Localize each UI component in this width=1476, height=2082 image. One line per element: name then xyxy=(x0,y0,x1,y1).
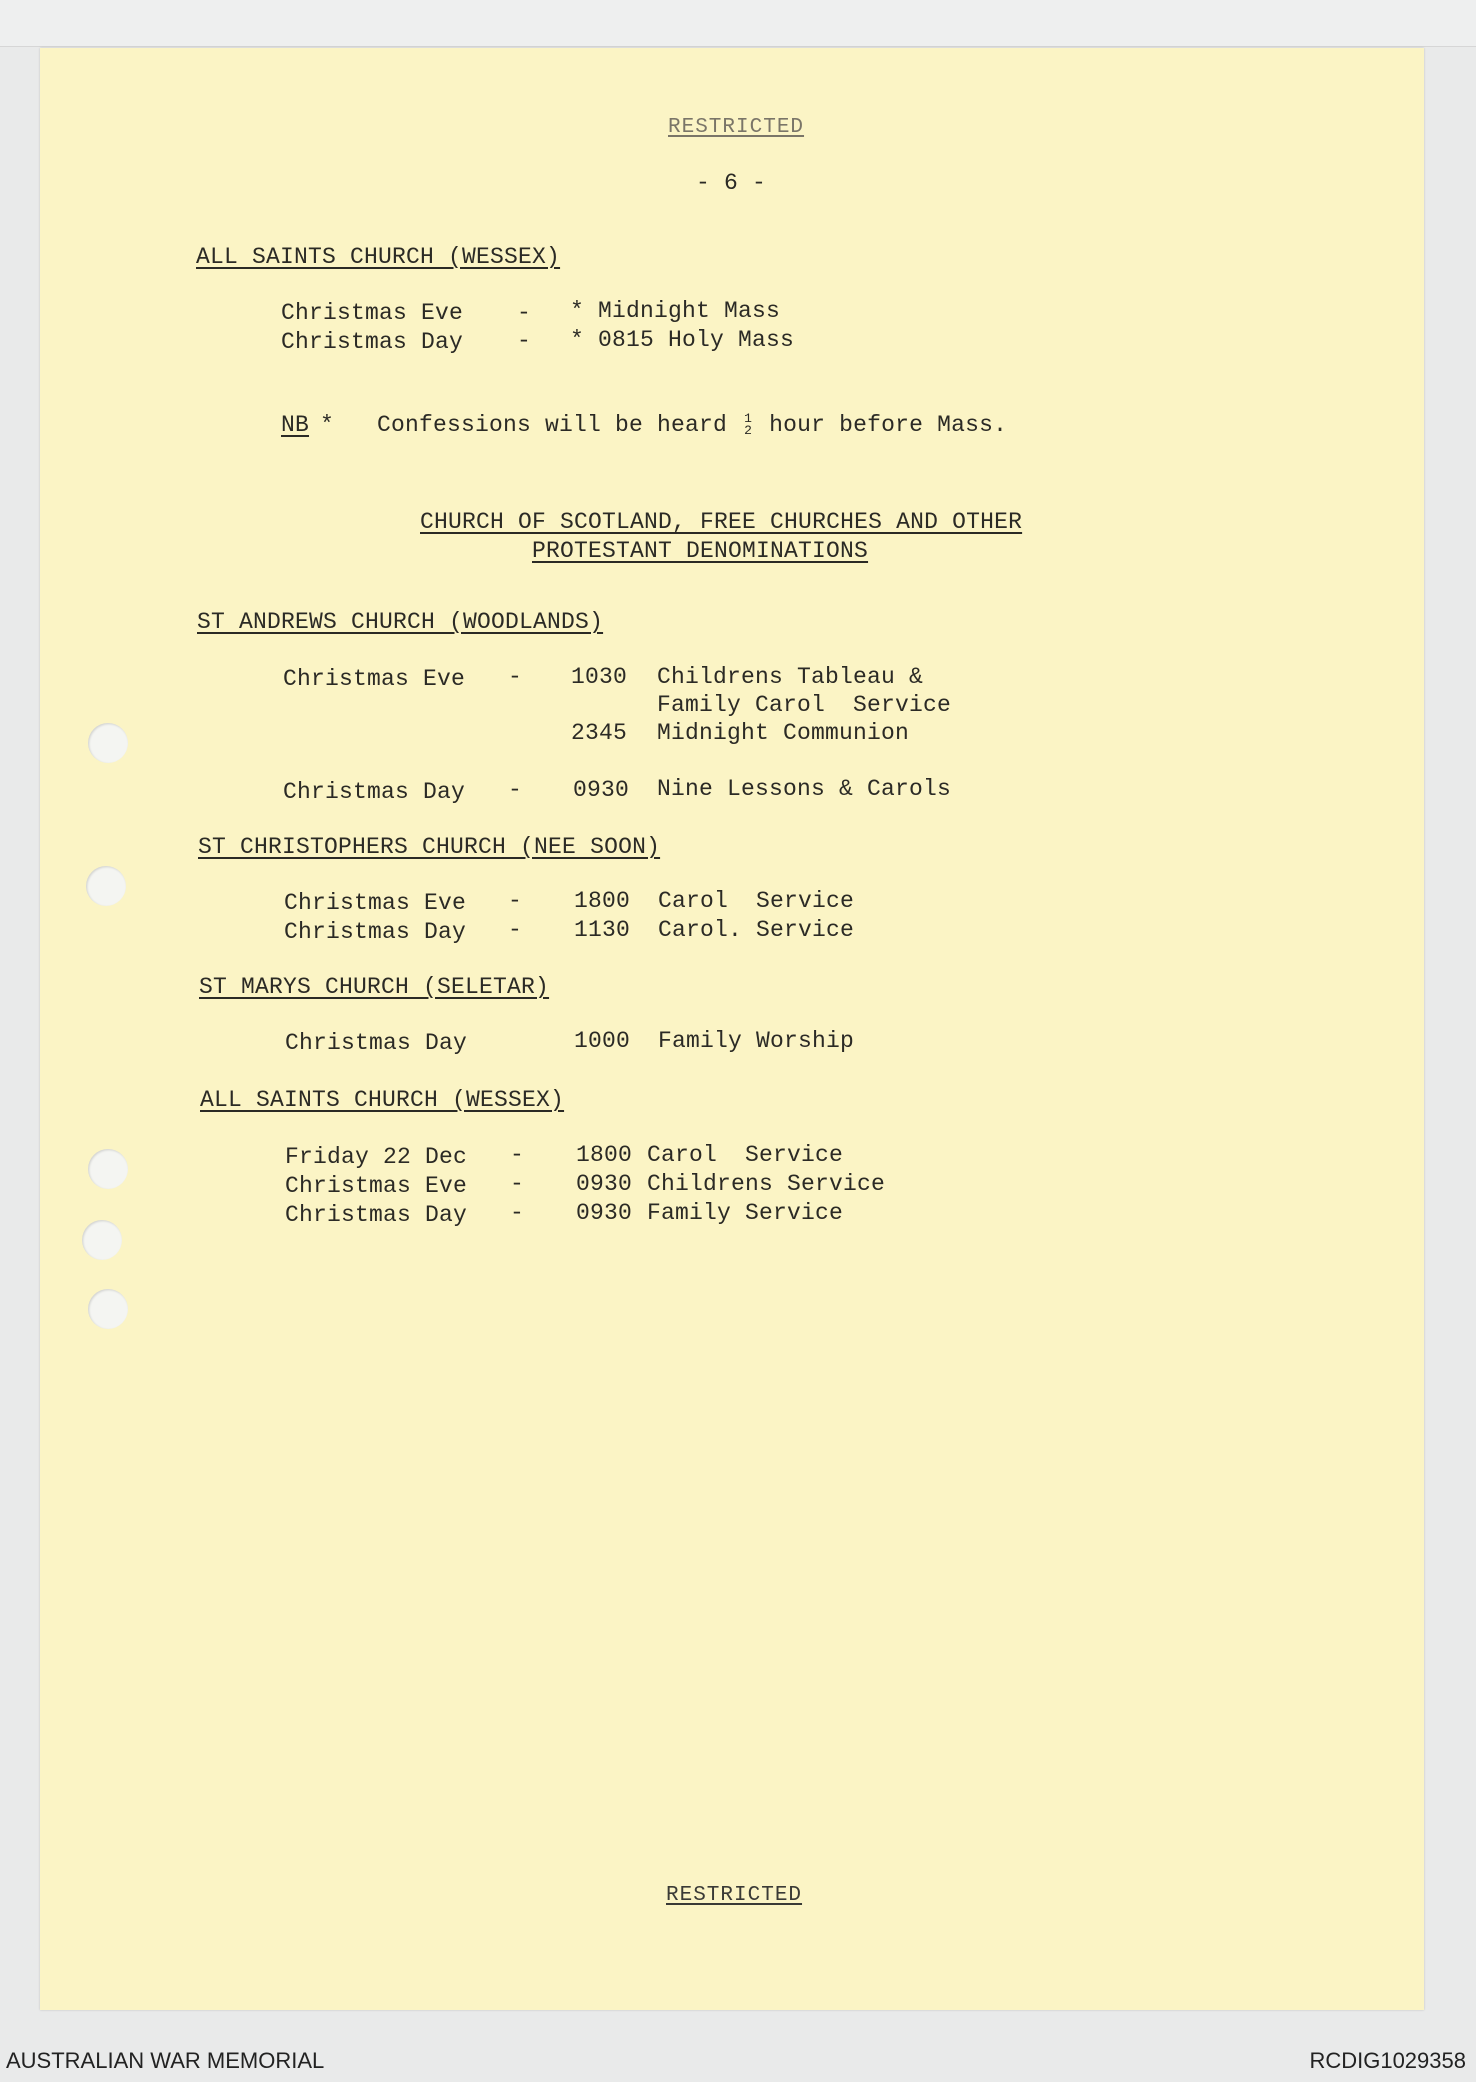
schedule-time: 1800 xyxy=(574,888,631,914)
schedule-time: 1800 xyxy=(576,1142,633,1168)
schedule-day: Christmas Day xyxy=(283,779,466,805)
schedule-day: Christmas Day xyxy=(285,1202,468,1228)
dash: - xyxy=(517,300,532,326)
schedule-day: Christmas Eve xyxy=(281,300,464,326)
schedule-day: Christmas Eve xyxy=(284,890,467,916)
note-star: * xyxy=(320,412,335,438)
archive-id: RCDIG1029358 xyxy=(1309,2048,1466,2073)
schedule-day: Christmas Day xyxy=(285,1030,468,1056)
schedule-day: Christmas Eve xyxy=(285,1173,468,1199)
schedule-service: Midnight Communion xyxy=(657,720,910,746)
schedule-service: Carol. Service xyxy=(658,917,855,943)
schedule-time: 2345 xyxy=(571,720,628,746)
section-title-st-marys: ST MARYS CHURCH (SELETAR) xyxy=(199,974,550,1000)
dash: - xyxy=(510,1142,525,1168)
schedule-day: Friday 22 Dec xyxy=(285,1144,468,1170)
schedule-time: 0930 xyxy=(576,1200,633,1226)
schedule-time: 0930 xyxy=(573,777,630,803)
punch-hole xyxy=(86,866,126,906)
section-title-all-saints: ALL SAINTS CHURCH (WESSEX) xyxy=(196,244,561,270)
schedule-service: Nine Lessons & Carols xyxy=(657,776,952,802)
page-number: - 6 - xyxy=(696,170,767,196)
section-title-st-christophers: ST CHRISTOPHERS CHURCH (NEE SOON) xyxy=(198,834,661,860)
dash: - xyxy=(510,1200,525,1226)
schedule-day: Christmas Day xyxy=(284,919,467,945)
schedule-time: 1000 xyxy=(574,1028,631,1054)
schedule-time: 1030 xyxy=(571,664,628,690)
classification-stamp-bottom: RESTRICTED xyxy=(666,1884,803,1907)
punch-hole xyxy=(88,1149,128,1189)
section-title-st-andrews: ST ANDREWS CHURCH (WOODLANDS) xyxy=(197,609,604,635)
half-fraction: 1 2 xyxy=(744,410,753,438)
dash: - xyxy=(508,777,523,803)
schedule-service: Family Carol Service xyxy=(657,692,952,718)
schedule-service: Family Service xyxy=(647,1200,844,1226)
dash: - xyxy=(510,1171,525,1197)
schedule-day: Christmas Eve xyxy=(283,666,466,692)
schedule-service: Family Worship xyxy=(658,1028,855,1054)
dash: - xyxy=(508,917,523,943)
protestant-heading-line2: PROTESTANT DENOMINATIONS xyxy=(532,538,869,564)
classification-stamp-top: RESTRICTED xyxy=(668,116,805,139)
note-text: Confessions will be heard 1 2 hour before Mass. xyxy=(377,410,1008,438)
schedule-time: 1130 xyxy=(574,917,631,943)
punch-hole xyxy=(82,1220,122,1260)
schedule-service: Childrens Service xyxy=(647,1171,886,1197)
punch-hole xyxy=(88,723,128,763)
dash: - xyxy=(508,664,523,690)
section-title-all-saints-2: ALL SAINTS CHURCH (WESSEX) xyxy=(200,1087,565,1113)
punch-hole xyxy=(88,1289,128,1329)
scan-top-strip xyxy=(0,0,1476,47)
schedule-day: Christmas Day xyxy=(281,329,464,355)
schedule-time: 0930 xyxy=(576,1171,633,1197)
dash: - xyxy=(508,888,523,914)
schedule-service: Carol Service xyxy=(647,1142,844,1168)
protestant-heading-line1: CHURCH OF SCOTLAND, FREE CHURCHES AND OTHER xyxy=(420,509,1023,535)
schedule-service: * Midnight Mass xyxy=(570,298,781,324)
schedule-service: Carol Service xyxy=(658,888,855,914)
archive-credit: AUSTRALIAN WAR MEMORIAL xyxy=(6,2048,325,2073)
schedule-service: Childrens Tableau & xyxy=(657,664,924,690)
dash: - xyxy=(517,328,532,354)
note-label: NB xyxy=(281,412,310,438)
schedule-service: * 0815 Holy Mass xyxy=(570,327,795,353)
